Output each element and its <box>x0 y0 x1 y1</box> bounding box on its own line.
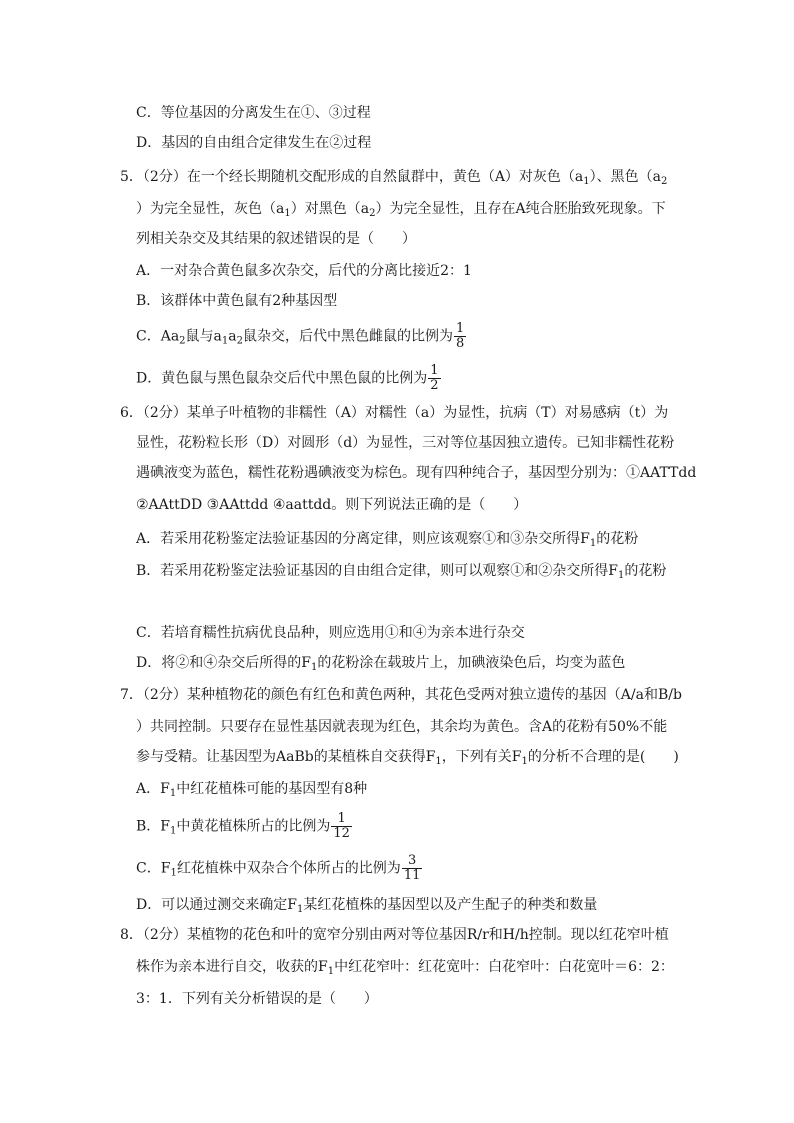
q7-option-a: A．$F_1$中红花植株可能的基因型有8种 <box>136 781 368 799</box>
q6-option-c: C．若培育糯性抗病优良品种，则应选用①和④为亲本进行杂交 <box>136 625 525 641</box>
q7-stem-line-2: ）共同控制。只要存在显性基因就表现为红色，其余均为黄色。含A的花粉有50%不能 <box>136 719 668 735</box>
q6-stem-line-3: 遇碘液变为蓝色，糯性花粉遇碘液变为棕色。现有四种纯合子，基因型分别为：①AATTdd <box>136 465 697 481</box>
q5-option-b: B．该群体中黄色鼠有2种基因型 <box>136 293 338 309</box>
q8-stem-line-1: 8．（2分）某植物的花色和叶的宽窄分别由两对等位基因R/r和H/h控制。现以红花窄叶植 <box>120 927 669 943</box>
q8-stem-line-2: 株作为亲本进行自交，收获的$F_1$中红花窄叶：红花宽叶：白花窄叶：白花宽叶＝6：2： <box>136 959 674 977</box>
q5-option-d: D．黄色鼠与黑色鼠杂交后代中黑色鼠的比例为 $\frac{1}{2}$ <box>136 363 439 393</box>
fraction: $\frac{1}{12}$ <box>333 811 350 841</box>
fraction: $\frac{1}{8}$ <box>456 321 465 351</box>
q7-option-c: C．$F_1$红花植株中双杂合个体所占的比例为 $\frac{3}{11}$ <box>136 853 421 883</box>
q6-option-a: A．若采用花粉鉴定法验证基因的分离定律，则应该观察①和③杂交所得$F_1$的花粉 <box>136 531 639 549</box>
q6-stem-line-1: 6．（2分）某单子叶植物的非糯性（A）对糯性（a）为显性，抗病（T）对易感病（t）为 <box>120 405 669 421</box>
q7-stem-line-1: 7．（2分）某种植物花的颜色有红色和黄色两种，其花色受两对独立遗传的基因（A/a和B/b <box>120 687 682 703</box>
q6-option-b: B．若采用花粉鉴定法验证基因的自由组合定律，则可以观察①和②杂交所得$F_1$的花粉 <box>136 563 667 581</box>
q8-stem-line-3: 3：1．下列有关分析错误的是（ ） <box>136 991 378 1007</box>
q4-option-c: C．等位基因的分离发生在①、③过程 <box>136 105 371 121</box>
q5-option-a: A．一对杂合黄色鼠多次杂交，后代的分离比接近2：1 <box>136 263 472 279</box>
q5-stem-line-1: 5．（2分）在一个经长期随机交配形成的自然鼠群中，黄色（A）对灰色$(a_1)$、黑色（$a_2$ <box>120 169 668 187</box>
q5-stem-line-2: ）为完全显性，灰色$(a_1)$对黑色$(a_2)$为完全显性，且存在A纯合胚胎致死现象。下 <box>136 201 666 219</box>
q4-option-d: D．基因的自由组合定律发生在②过程 <box>136 135 372 151</box>
fraction: $\frac{3}{11}$ <box>403 853 421 883</box>
q7-option-d: D．可以通过测交来确定$F_1$某红花植株的基因型以及产生配子的种类和数量 <box>136 897 598 915</box>
fraction: $\frac{1}{2}$ <box>430 363 439 393</box>
q7-stem-line-3: 参与受精。让基因型为AaBb的某植株自交获得$F_1$，下列有关$F_1$的分析不合理的是( ) <box>136 749 679 767</box>
q5-option-c: C．$Aa_2$鼠与$a_1a_2$鼠杂交，后代中黑色雌鼠的比例为 $\frac{1}{8}$ <box>136 321 465 351</box>
q5-stem-line-3: 列相关杂交及其结果的叙述错误的是（ ） <box>136 231 416 247</box>
q6-stem-line-4: ②AAttDD ③AAttdd ④aattdd。则下列说法正确的是（ ） <box>136 497 528 513</box>
q6-stem-line-2: 显性，花粉粒长形（D）对圆形（d）为显性，三对等位基因独立遗传。已知非糯性花粉 <box>136 435 675 451</box>
q7-option-b: B．$F_1$中黄花植株所占的比例为 $\frac{1}{12}$ <box>136 811 350 841</box>
q6-option-d: D．将②和④杂交后所得的$F_1$的花粉涂在载玻片上，加碘液染色后，均变为蓝色 <box>136 655 626 673</box>
